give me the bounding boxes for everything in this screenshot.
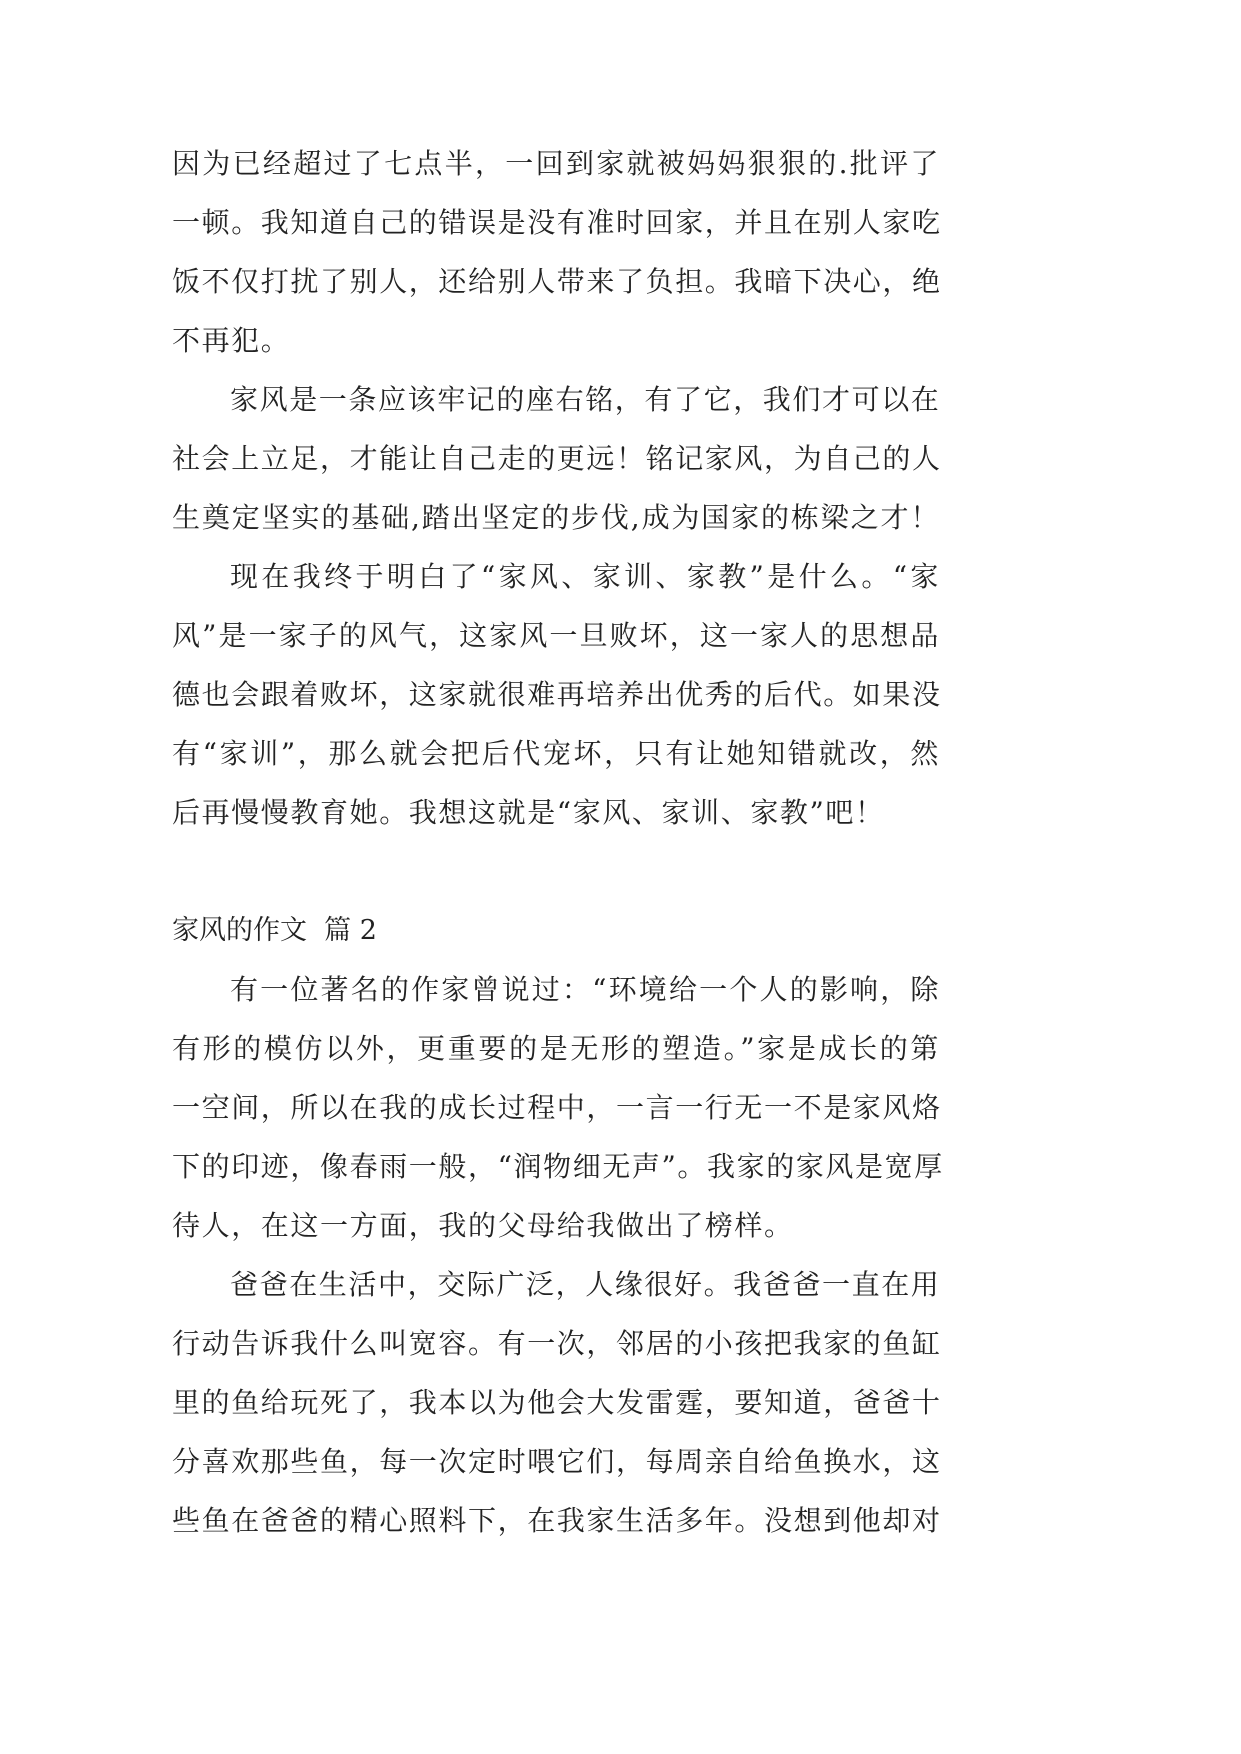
- text-line: 一空间，所以在我的成长过程中，一言一行无一不是家风烙: [172, 1091, 942, 1124]
- text-line: 一顿。我知道自己的错误是没有准时回家，并且在别人家吃: [172, 206, 942, 239]
- text-line: 现在我终于明白了“家风、家训、家教”是什么。“家: [230, 560, 940, 593]
- paragraph: [172, 370, 940, 547]
- text-line: 生奠定坚实的基础,踏出坚定的步伐,成为国家的栋梁之才！: [172, 501, 940, 534]
- text-line: 不再犯。: [172, 324, 291, 357]
- text-line: 下的印迹，像春雨一般，“润物细无声”。我家的家风是宽厚: [172, 1150, 944, 1183]
- text-line: 有形的模仿以外，更重要的是无形的塑造。”家是成长的第: [172, 1032, 940, 1065]
- section-spacer: [172, 842, 940, 901]
- text-line: 分喜欢那些鱼，每一次定时喂它们，每周亲自给鱼换水，这: [172, 1445, 942, 1478]
- paragraph: [172, 547, 940, 842]
- text-line: 德也会跟着败坏，这家就很难再培养出优秀的后代。如果没: [172, 678, 942, 711]
- text-line: 有“家训”，那么就会把后代宠坏，只有让她知错就改，然: [172, 737, 940, 770]
- text-line: 里的鱼给玩死了，我本以为他会大发雷霆，要知道，爸爸十: [172, 1386, 942, 1419]
- paragraph: [172, 960, 944, 1255]
- text-line: 些鱼在爸爸的精心照料下，在我家生活多年。没想到他却对: [172, 1504, 942, 1537]
- text-line: 待人，在这一方面，我的父母给我做出了榜样。: [172, 1209, 794, 1242]
- text-line: 后再慢慢教育她。我想这就是“家风、家训、家教”吧！: [172, 796, 885, 829]
- document-body: [172, 134, 944, 1550]
- section-heading: 家风的作文 篇 2: [172, 915, 377, 946]
- text-line: 家风是一条应该牢记的座右铭，有了它，我们才可以在: [230, 383, 941, 416]
- text-line: 有一位著名的作家曾说过：“环境给一个人的影响，除: [230, 973, 940, 1006]
- text-line: 因为已经超过了七点半，一回到家就被妈妈狠狠的.批评了: [172, 147, 940, 180]
- text-line: 社会上立足，才能让自己走的更远！铭记家风，为自己的人: [172, 442, 942, 475]
- text-line: 爸爸在生活中，交际广泛，人缘很好。我爸爸一直在用: [230, 1268, 941, 1301]
- paragraph-continued: [172, 134, 940, 370]
- text-line: 饭不仅打扰了别人，还给别人带来了负担。我暗下决心，绝: [172, 265, 942, 298]
- paragraph: [172, 1255, 940, 1550]
- text-line: 风”是一家子的风气，这家风一旦败坏，这一家人的思想品: [172, 619, 940, 652]
- text-line: 行动告诉我什么叫宽容。有一次，邻居的小孩把我家的鱼缸: [172, 1327, 942, 1360]
